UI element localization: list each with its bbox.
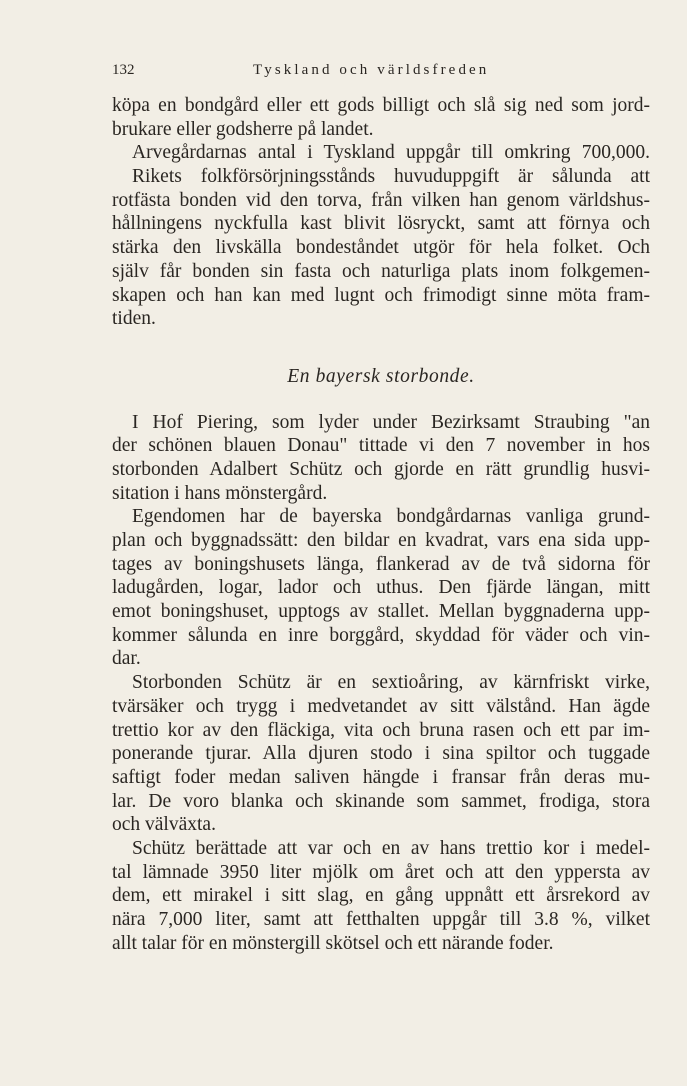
text-line: lar. De voro blanka och skinande som sammet, frodiga, stora <box>112 790 650 812</box>
paragraph-5 <box>112 671 650 837</box>
text-line: ponerande tjurar. Alla djuren stodo i sina spiltor och tuggade <box>112 743 650 765</box>
text-line: plan och byggnadssätt: den bildar en kvadrat, vars ena sida upp- <box>112 530 650 551</box>
text-line: storbonden Adalbert Schütz och gjorde en rätt grundlig husvi- <box>112 458 650 480</box>
text-line: Egendomen har de bayerska bondgårdarnas vanliga grund- <box>132 506 650 528</box>
paragraph-3 <box>112 411 650 506</box>
page-number: 132 <box>112 62 135 78</box>
running-title: Tyskland och världsfreden <box>253 62 490 78</box>
text-line: och välväxta. <box>112 814 216 836</box>
paragraph-4 <box>112 505 650 671</box>
text-line: emot boningshuset, upptogs av stallet. Mellan byggnaderna upp- <box>112 601 650 623</box>
text-line: Arvegårdarnas antal i Tyskland uppgår till omkring 700,000. <box>132 142 650 164</box>
text-line: dem, ett mirakel i sitt slag, en gång uppnått ett årsrekord av <box>112 885 650 907</box>
text-line: sitation i hans mönstergård. <box>112 482 328 504</box>
text-line: tages av boningshusets länga, flankerad av de två sidorna för <box>112 553 650 575</box>
text-line: ladugården, logar, lador och uthus. Den fjärde längan, mitt <box>112 577 650 599</box>
text-line: hållningens nyckfulla kast blivit lösryckt, samt att förnya och <box>112 213 650 235</box>
text-line: dar. <box>112 648 141 670</box>
paragraph-1 <box>112 94 650 141</box>
page-header <box>112 62 650 86</box>
text-line: själv får bonden sin fasta och naturliga plats inom folkgemen- <box>112 260 650 282</box>
text-line: Storbonden Schütz är en sextioåring, av kärnfriskt virke, <box>132 672 650 694</box>
text-line: brukare eller godsherre på landet. <box>112 118 374 140</box>
text-line: allt talar för en mönstergill skötsel och ett närande foder. <box>112 932 554 954</box>
paragraph-2 <box>112 141 650 331</box>
text-line: Rikets folkförsörjningsstånds huvuduppgift är sålunda att <box>132 166 650 188</box>
text-line: tvärsäker och trygg i medvetandet av sitt välstånd. Han ägde <box>112 695 650 717</box>
text-line: köpa en bondgård eller ett gods billigt och slå sig ned som jord- <box>112 95 650 116</box>
text-line: trettio kor av den fläckiga, vita och bruna rasen och ett par im- <box>112 719 650 741</box>
section-heading: En bayersk storbonde. <box>287 365 475 387</box>
text-line: der schönen blauen Donau" tittade vi den 7 november in hos <box>112 435 650 457</box>
text-line: kommer sålunda en inre borggård, skyddad för väder och vin- <box>112 624 650 646</box>
section-gap <box>112 331 650 365</box>
text-line: stärka den livskälla bondeståndet utgör för hela folket. Och <box>112 237 650 259</box>
text-line: tiden. <box>112 308 156 330</box>
text-line: rotfästa bonden vid den torva, från vilken han genom världshus- <box>112 189 650 211</box>
text-line: tal lämnade 3950 liter mjölk om året och att den yppersta av <box>112 861 650 883</box>
text-line: I Hof Piering, som lyder under Bezirksamt Straubing "an <box>132 411 650 433</box>
section-gap <box>112 389 650 411</box>
text-line: nära 7,000 liter, samt att fetthalten uppgår till 3.8 %, vilket <box>112 909 650 930</box>
body-text <box>112 94 650 955</box>
paragraph-6 <box>112 837 650 955</box>
text-line: skapen och han kan med lugnt och frimodigt sinne möta fram- <box>112 284 650 306</box>
text-line: Schütz berättade att var och en av hans trettio kor i medel- <box>132 837 650 859</box>
text-line: saftigt foder medan saliven hängde i fransar från deras mu- <box>112 766 650 788</box>
